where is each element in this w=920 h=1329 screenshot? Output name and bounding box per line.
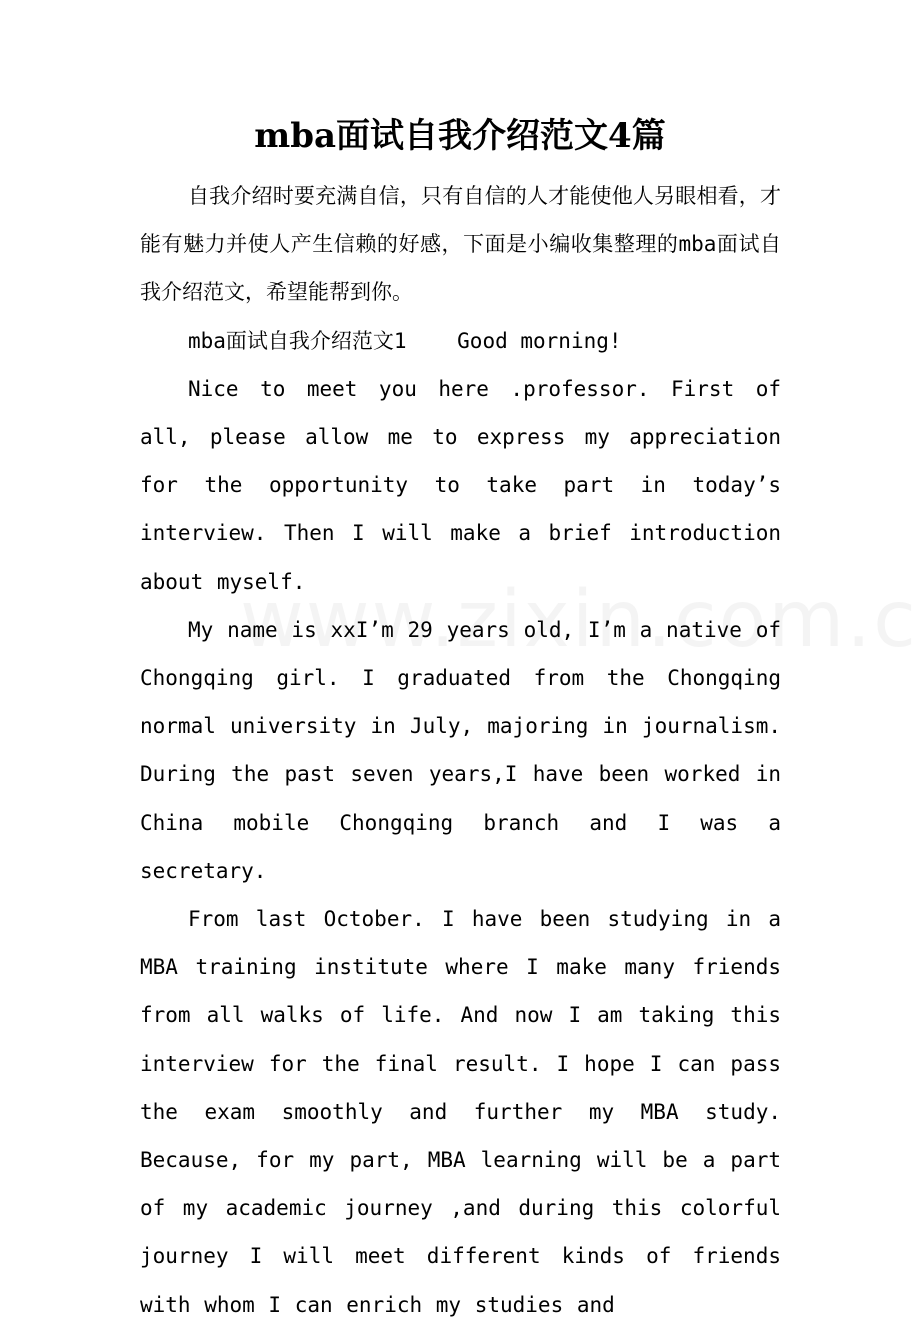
greeting: Good morning! [457, 328, 622, 353]
section-title: mba面试自我介绍范文1 [188, 328, 407, 353]
intro-paragraph: 自我介绍时要充满自信，只有自信的人才能使他人另眼相看，才能有魅力并使人产生信赖的好感，下面是小编收集整理的mba面试自我介绍范文，希望能帮到你。 [140, 184, 781, 305]
section-heading [140, 317, 781, 365]
body-paragraph-1: Nice to meet you here .professor. First of all, please allow me to express my appreciation for the opportunity to take part in today’s interview. Then I will make a brief introduction about myself. [140, 376, 781, 594]
body-paragraph-3: From last October. I have been studying in a MBA training institute where I make many friends from all walks of life. And now I am taking this interview for the final result. I hope I can pass the exam smoothly and further my MBA study. Because, for my part, MBA learning will be a part of my academic journey ,and during this colorful journey I will meet different kinds of friends with whom I can enrich my studies and [140, 907, 781, 1317]
body-paragraph-2: My name is xxI’m 29 years old, I’m a native of Chongqing girl. I graduated from the Chongqing normal university in July, majoring in journalism. During the past seven years,I have been worked in China mobile Chongqing branch and I was a secretary. [140, 617, 781, 883]
document-title: mba面试自我介绍范文4篇 [254, 116, 666, 156]
document-body [140, 172, 781, 1329]
